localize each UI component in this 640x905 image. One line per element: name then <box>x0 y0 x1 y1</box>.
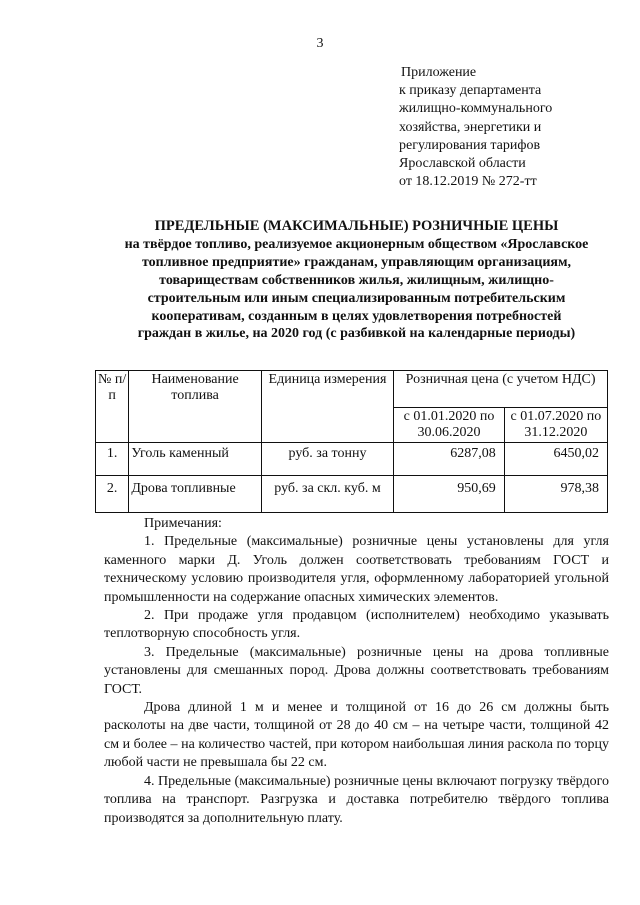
cell-price-period-2: 978,38 <box>504 476 607 513</box>
appendix-line: Ярославской области <box>399 156 526 172</box>
header-fuel-name: Наименование топлива <box>129 371 261 443</box>
notes-section <box>104 515 609 828</box>
cell-fuel-name: Дрова топливные <box>129 476 261 513</box>
heading-line: товариществам собственников жилья, жилищным, жилищно- <box>159 272 554 288</box>
appendix-block <box>399 64 552 191</box>
header-retail-price: Розничная цена (с учетом НДС) <box>394 371 608 408</box>
cell-fuel-name: Уголь каменный <box>129 443 261 476</box>
cell-num: 2. <box>96 476 129 513</box>
appendix-line: Приложение <box>401 65 477 80</box>
heading-line: граждан в жилье, на 2020 год (с разбивкой на календарные периоды) <box>137 326 576 342</box>
appendix-line: регулирования тарифов <box>399 137 541 153</box>
note-paragraph: 1. Предельные (максимальные) розничные цены установлены для угля каменного марки Д. Уголь должен соответствовать требованиям ГОСТ и техническому условию производителя угля, оформленному лабораторией угольной промышленности на содержание опасных химических элементов. <box>104 534 609 605</box>
cell-price-period-1: 950,69 <box>394 476 505 513</box>
cell-price-period-2: 6450,02 <box>504 443 607 476</box>
note-paragraph: Дрова длиной 1 м и менее и толщиной от 16 до 26 см должны быть расколоты на две части, толщиной от 28 до 40 см – на четыре части, толщиной 42 см и более – на количество частей, при котором наибольшая линия раскола по торцу любой части не превышала бы 22 см. <box>104 700 609 771</box>
page-number: 3 <box>316 36 324 51</box>
table-row <box>96 476 608 513</box>
heading-title: ПРЕДЕЛЬНЫЕ (МАКСИМАЛЬНЫЕ) РОЗНИЧНЫЕ ЦЕНЫ <box>154 218 559 234</box>
header-period-1: с 01.01.2020 по 30.06.2020 <box>394 408 505 443</box>
note-paragraph: 4. Предельные (максимальные) розничные цены включают погрузку твёрдого топлива на транспорт. Разгрузка и доставка потребителю твёрдого топлива производятся за дополнительную плату. <box>104 773 609 826</box>
cell-price-period-1: 6287,08 <box>394 443 505 476</box>
heading-line: на твёрдое топливо, реализуемое акционерным обществом «Ярославское <box>124 236 589 252</box>
price-table <box>95 370 608 513</box>
cell-unit: руб. за тонну <box>261 443 393 476</box>
document-heading <box>104 218 609 343</box>
notes-title: Примечания: <box>144 516 222 531</box>
appendix-line: к приказу департамента <box>399 83 542 99</box>
heading-line: топливное предприятие» гражданам, управляющим организациям, <box>141 254 572 270</box>
cell-unit: руб. за скл. куб. м <box>261 476 393 513</box>
appendix-line: жилищно-коммунального <box>399 101 553 117</box>
note-paragraph: 3. Предельные (максимальные) розничные цены на дрова топливные установлены для смешанных пород. Дрова должны соответствовать требованиям ГОСТ. <box>104 644 609 697</box>
heading-line: строительным или иным специализированным потребительским <box>147 290 566 306</box>
table-row <box>96 443 608 476</box>
header-unit: Единица измерения <box>261 371 393 443</box>
cell-num: 1. <box>96 443 129 476</box>
appendix-line: от 18.12.2019 № 272-тт <box>399 174 537 190</box>
header-num: № п/п <box>96 371 129 443</box>
header-period-2: с 01.07.2020 по 31.12.2020 <box>504 408 607 443</box>
appendix-line: хозяйства, энергетики и <box>399 119 542 135</box>
note-paragraph: 2. При продаже угля продавцом (исполнителем) необходимо указывать теплотворную способность угля. <box>104 608 609 642</box>
heading-line: кооперативам, созданным в целях удовлетворения потребностей <box>151 308 562 324</box>
